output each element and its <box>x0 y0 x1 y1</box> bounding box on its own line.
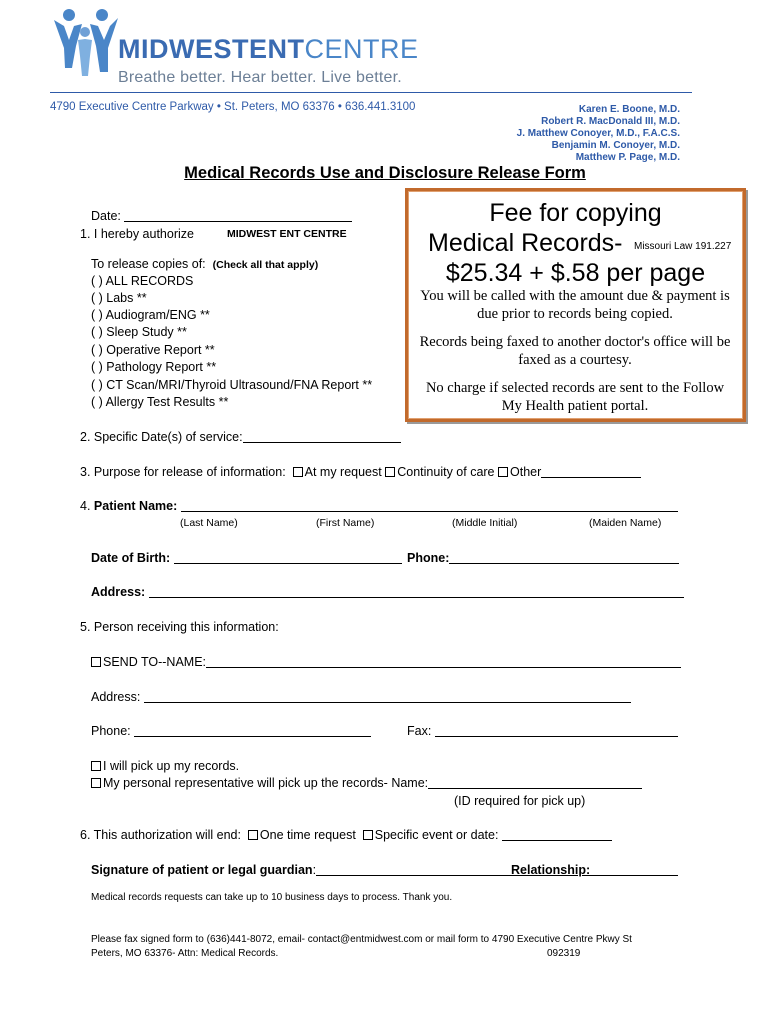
item4-number: 4. <box>80 499 94 513</box>
recipient-fax-label: Fax: <box>407 724 435 738</box>
doctor-name: Matthew P. Page, M.D. <box>575 152 680 163</box>
record-option[interactable]: ( ) Audiogram/ENG ** <box>91 308 210 322</box>
send-to-label: SEND TO--NAME: <box>103 655 207 669</box>
date-row <box>91 209 352 223</box>
purpose-other-field[interactable] <box>541 466 641 478</box>
purpose-continuity-checkbox[interactable] <box>385 467 395 477</box>
clinic-address: 4790 Executive Centre Parkway • St. Peters, MO 63376 • 636.441.3100 <box>50 101 416 113</box>
pickup-self-row <box>91 759 239 773</box>
signature-field[interactable] <box>316 864 516 876</box>
patient-address-field[interactable] <box>149 586 684 598</box>
signature-label: Signature of patient or legal guardian <box>91 863 313 877</box>
doctor-name: Benjamin M. Conoyer, M.D. <box>551 140 680 151</box>
record-option[interactable]: ( ) Sleep Study ** <box>91 325 187 339</box>
recipient-phone-row <box>91 724 371 738</box>
pickup-self-checkbox[interactable] <box>91 761 101 771</box>
authorize-row <box>80 227 194 241</box>
form-code: 092319 <box>547 948 581 959</box>
record-option[interactable]: ( ) Pathology Report ** <box>91 360 217 374</box>
purpose-continuity-label: Continuity of care <box>397 465 495 479</box>
doctor-name: Robert R. MacDonald III, M.D. <box>541 116 680 127</box>
one-time-label: One time request <box>259 828 356 842</box>
purpose-other-label: Other <box>510 465 542 479</box>
send-to-row <box>91 655 681 669</box>
dob-row <box>91 551 402 565</box>
specific-event-label: Specific event or date: <box>374 828 502 842</box>
recipient-address-field[interactable] <box>144 691 631 703</box>
fee-box <box>405 188 746 422</box>
service-dates-field[interactable] <box>243 431 401 443</box>
doctor-name: Karen E. Boone, M.D. <box>578 104 680 115</box>
end-row <box>80 828 612 842</box>
service-dates-row <box>80 430 401 444</box>
purpose-request-label: At my request <box>304 465 382 479</box>
fee-note-payment: You will be called with the amount due & payment is due prior to records being copied. <box>420 288 730 322</box>
relationship-field[interactable] <box>590 864 678 876</box>
id-required-note: (ID required for pick up) <box>454 794 586 808</box>
brand-part1: MIDWESTENT <box>118 34 305 64</box>
tagline: Breathe better. Hear better. Live better. <box>118 69 402 86</box>
purpose-label: 3. Purpose for release of information: <box>80 465 286 479</box>
recipient-address-row <box>91 690 631 704</box>
recipient-heading: 5. Person receiving this information: <box>80 620 279 634</box>
logo-icon <box>50 6 126 86</box>
pickup-rep-label: My personal representative will pick up the records- Name: <box>103 776 429 790</box>
header-divider <box>50 92 692 93</box>
first-name-caption: (First Name) <box>316 517 375 529</box>
release-label: To release copies of: <box>91 257 206 271</box>
form-title: Medical Records Use and Disclosure Release Form <box>184 164 586 182</box>
patient-phone-label: Phone: <box>407 551 450 565</box>
fee-title: Fee for copying <box>489 199 662 227</box>
patient-phone-row <box>407 551 679 565</box>
fee-price: $25.34 + $.58 per page <box>445 259 706 287</box>
patient-phone-field[interactable] <box>449 552 679 564</box>
patient-name-row <box>80 499 678 513</box>
doctor-name: J. Matthew Conoyer, M.D., F.A.C.S. <box>516 128 680 139</box>
fee-title-records: Medical Records- <box>428 229 623 257</box>
purpose-row <box>80 465 641 479</box>
record-option[interactable]: ( ) Allergy Test Results ** <box>91 395 229 409</box>
end-label: 6. This authorization will end: <box>80 828 241 842</box>
one-time-checkbox[interactable] <box>248 830 258 840</box>
date-label: Date: <box>91 209 125 223</box>
brand-name <box>118 34 419 65</box>
fax-instructions-line1: Please fax signed form to (636)441-8072, email- contact@entmidwest.com or mail form to 4790 Executive Centre Pkwy St <box>91 934 632 945</box>
brand-part2: CENTRE <box>304 34 419 64</box>
dob-field[interactable] <box>174 552 402 564</box>
date-field[interactable] <box>124 210 352 222</box>
signature-row: Signature of patient or legal guardian: <box>91 863 516 877</box>
patient-name-label: Patient Name: <box>93 499 181 513</box>
authorize-label: 1. I hereby authorize <box>80 227 194 241</box>
authorized-org: MIDWEST ENT CENTRE <box>227 228 347 240</box>
patient-address-label: Address: <box>91 585 149 599</box>
record-option[interactable]: ( ) CT Scan/MRI/Thyroid Ultrasound/FNA Report ** <box>91 378 373 392</box>
record-option[interactable]: ( ) ALL RECORDS <box>91 274 194 288</box>
release-label-row <box>91 257 318 271</box>
purpose-other-checkbox[interactable] <box>498 467 508 477</box>
service-dates-label: 2. Specific Date(s) of service: <box>80 430 243 444</box>
record-option[interactable]: ( ) Operative Report ** <box>91 343 215 357</box>
fee-note-portal: No charge if selected records are sent to the Follow My Health patient portal. <box>425 380 725 414</box>
fee-law: Missouri Law 191.227 <box>634 241 732 252</box>
relationship-label: Relationship: <box>511 863 591 877</box>
pickup-rep-checkbox[interactable] <box>91 778 101 788</box>
recipient-address-label: Address: <box>91 690 144 704</box>
last-name-caption: (Last Name) <box>180 517 238 529</box>
recipient-phone-label: Phone: <box>91 724 135 738</box>
recipient-fax-row <box>407 724 678 738</box>
relationship-row <box>511 863 678 877</box>
pickup-self-label: I will pick up my records. <box>103 759 240 773</box>
patient-name-field[interactable] <box>181 500 678 512</box>
processing-note: Medical records requests can take up to 10 business days to process. Thank you. <box>91 892 453 903</box>
release-hint: (Check all that apply) <box>212 259 319 271</box>
recipient-phone-field[interactable] <box>134 725 371 737</box>
purpose-request-checkbox[interactable] <box>293 467 303 477</box>
record-option[interactable]: ( ) Labs ** <box>91 291 147 305</box>
send-to-checkbox[interactable] <box>91 657 101 667</box>
fee-note-fax: Records being faxed to another doctor's office will be faxed as a courtesy. <box>419 334 731 368</box>
recipient-fax-field[interactable] <box>435 725 678 737</box>
dob-label: Date of Birth: <box>91 551 174 565</box>
doctor-list <box>517 104 680 164</box>
fax-instructions-line2: Peters, MO 63376- Attn: Medical Records. <box>91 948 279 959</box>
specific-event-checkbox[interactable] <box>363 830 373 840</box>
pickup-rep-field[interactable] <box>428 777 642 789</box>
maiden-name-caption: (Maiden Name) <box>589 517 662 529</box>
send-to-field[interactable] <box>206 656 681 668</box>
patient-address-row <box>91 585 684 599</box>
middle-initial-caption: (Middle Initial) <box>452 517 518 529</box>
specific-event-field[interactable] <box>502 829 612 841</box>
pickup-rep-row <box>91 776 642 790</box>
